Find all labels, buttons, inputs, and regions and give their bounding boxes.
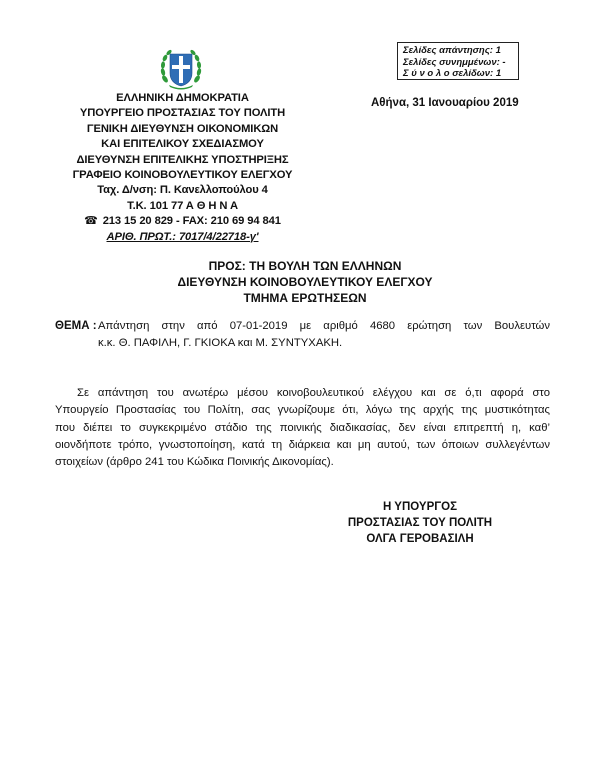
protocol-number: ΑΡΙΘ. ΠΡΩΤ.: 7017/4/22718-γ' xyxy=(106,230,259,243)
pages-count-box xyxy=(397,42,519,80)
subject-line-1: Απάντηση στην από 07-01-2019 με αριθμό 4680 ερώτηση των Βουλευτών xyxy=(98,320,550,332)
reply-pages: Σελίδες απάντησης: 1 xyxy=(403,45,501,56)
shield xyxy=(170,54,192,86)
org-line-general-directorate: ΓΕΝΙΚΗ ΔΙΕΥΘΥΝΣΗ ΟΙΚΟΝΟΜΙΚΩΝ xyxy=(86,122,279,135)
body-line-2: Υπουργείο Προστασίας του Πολίτη, σας γνωρίζουμε ότι, λόγω της αρχής της μυστικότητας xyxy=(55,404,550,417)
org-line-directorate: ΔΙΕΥΘΥΝΣΗ ΕΠΙΤΕΛΙΚΗΣ ΥΠΟΣΤΗΡΙΞΗΣ xyxy=(76,153,289,166)
org-line-postcode: Τ.Κ. 101 77 Α Θ Η Ν Α xyxy=(127,199,238,212)
body-line-3: που διέπει το συγκεκριμένο στάδιο της ποινικής διαδικασίας, δεν είναι επιτρεπτή η, καθ’ xyxy=(55,421,550,434)
total-pages: Σ ύ ν ο λ ο σελίδων: 1 xyxy=(403,68,502,79)
subject-line-2: κ.κ. Θ. ΠΑΦΙΛΗ, Γ. ΓΚΙΟΚΑ και Μ. ΣΥΝΤΥΧΑΚΗ. xyxy=(98,337,343,349)
signature-title: Η ΥΠΟΥΡΓΟΣ xyxy=(383,501,457,513)
org-line-ministry: ΥΠΟΥΡΓΕΙΟ ΠΡΟΣΤΑΣΙΑΣ ΤΟΥ ΠΟΛΙΤΗ xyxy=(79,107,286,120)
recipient-line-1: ΠΡΟΣ: ΤΗ ΒΟΥΛΗ ΤΩΝ ΕΛΛΗΝΩΝ xyxy=(208,259,402,273)
greek-coat-of-arms-icon xyxy=(159,47,203,91)
signature-ministry: ΠΡΟΣΤΑΣΙΑΣ ΤΟΥ ΠΟΛΙΤΗ xyxy=(347,517,493,529)
org-line-general-directorate-cont: ΚΑΙ ΕΠΙΤΕΛΙΚΟΥ ΣΧΕΔΙΑΣΜΟΥ xyxy=(101,138,264,151)
body-line-1: Σε απάντηση του ανωτέρω μέσου κοινοβουλευτικού ελέγχου και σε ό,τι αφορά στο xyxy=(77,387,550,399)
recipient-line-2: ΔΙΕΥΘΥΝΣΗ ΚΟΙΝΟΒΟΥΛΕΥΤΙΚΟΥ ΕΛΕΓΧΟΥ xyxy=(177,275,433,289)
org-line-country: ΕΛΛΗΝΙΚΗ ΔΗΜΟΚΡΑΤΙΑ xyxy=(116,92,249,104)
body-line-5: στοιχείων (άρθρο 241 του Κώδικα Ποινικής Δικονομίας). xyxy=(55,456,334,469)
org-line-address: Ταχ. Δ/νση: Π. Κανελλοπούλου 4 xyxy=(97,184,268,197)
recipient-block xyxy=(150,258,460,306)
organization-header xyxy=(40,91,325,245)
subject-label: ΘΕΜΑ : xyxy=(55,320,97,332)
recipient-line-3: ΤΜΗΜΑ ΕΡΩΤΗΣΕΩΝ xyxy=(243,291,367,305)
body-line-4: οιονδήποτε τρόπο, γνωστοποίηση, κατά τη διάρκεια και μη αυτού, των όποιων συλλεγέντων xyxy=(55,438,550,451)
telephone-icon: ☎ xyxy=(84,215,98,228)
body-paragraph xyxy=(55,385,550,471)
signature-block xyxy=(330,499,510,547)
attached-pages: Σελίδες συνημμένων: - xyxy=(403,56,506,68)
signature-name: ΟΛΓΑ ΓΕΡΟΒΑΣΙΛΗ xyxy=(366,533,474,545)
org-line-office: ΓΡΑΦΕΙΟ ΚΟΙΝΟΒΟΥΛΕΥΤΙΚΟΥ ΕΛΕΓΧΟΥ xyxy=(72,169,293,182)
org-line-phone-fax xyxy=(40,214,325,229)
phone-fax-text: 213 15 20 829 - FAX: 210 69 94 841 xyxy=(102,215,281,228)
place-date: Αθήνα, 31 Ιανουαρίου 2019 xyxy=(371,97,519,109)
